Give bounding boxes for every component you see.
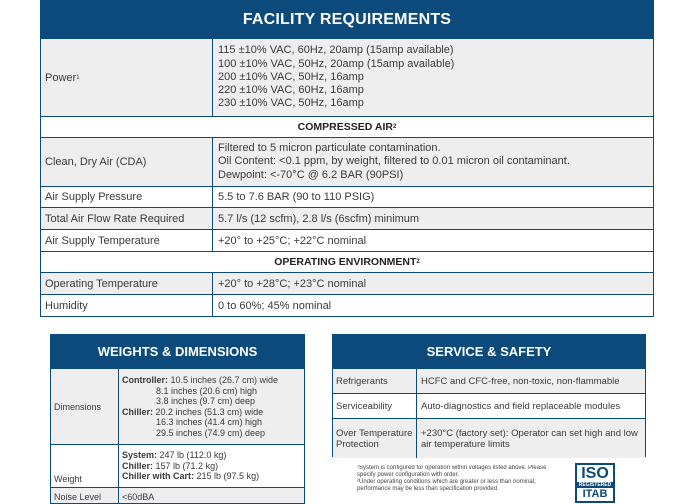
chiller-height: 16.3 inches (41.4 cm) high xyxy=(156,417,263,427)
noise-value: <60dBA xyxy=(122,492,155,502)
overtemp-label: Over Temperature Protection xyxy=(333,419,417,458)
weight-system xyxy=(122,450,304,461)
weight-chiller-label: Chiller: xyxy=(122,460,154,471)
air-pressure-value: 5.5 to 7.6 BAR (90 to 110 PSIG) xyxy=(218,191,375,203)
weight-chiller-value: 157 lb (71.2 kg) xyxy=(155,460,219,471)
chiller-label: Chiller: xyxy=(122,406,154,417)
air-pressure-label: Air Supply Pressure xyxy=(41,187,213,207)
power-row xyxy=(41,38,653,116)
refrigerants-row xyxy=(333,368,645,393)
operating-temp-row xyxy=(41,272,653,294)
chiller-line-1 xyxy=(122,407,304,418)
weight-chiller xyxy=(122,461,304,472)
air-temp-row xyxy=(41,229,653,251)
power-value-1: 115 ±10% VAC, 60Hz, 20amp (15amp available) xyxy=(218,44,454,57)
operating-environment-title-text: OPERATING ENVIRONMENT xyxy=(274,256,417,268)
cda-label: Clean, Dry Air (CDA) xyxy=(41,138,213,186)
weight-label: Weight xyxy=(51,445,119,487)
power-values xyxy=(213,39,653,116)
power-value-4: 220 ±10% VAC, 60Hz, 16amp xyxy=(218,84,364,97)
air-pressure-row xyxy=(41,186,653,207)
footnote-2: ²Under operating conditions which are greater or less than nominal, performance may be less than specification provided. xyxy=(357,479,536,492)
weight-system-label: System: xyxy=(122,450,158,461)
footnote-1: ¹System is configured for operation within voltages listed above. Please specify power configuration with order. xyxy=(357,465,547,478)
serviceability-label: Serviceability xyxy=(333,394,417,418)
service-safety-title: SERVICE & SAFETY xyxy=(333,335,645,368)
air-flow-row xyxy=(41,207,653,229)
service-safety-table xyxy=(332,334,646,457)
dimensions-row xyxy=(51,368,304,444)
serviceability-row xyxy=(333,393,645,418)
weight-cart xyxy=(122,471,304,482)
humidity-value: 0 to 60%; 45% nominal xyxy=(218,299,332,312)
refrigerants-label: Refrigerants xyxy=(333,369,417,393)
noise-label: Noise Level xyxy=(51,488,119,504)
facility-requirements-title: FACILITY REQUIREMENTS xyxy=(41,1,653,38)
chiller-width: 20.2 inches (51.3 cm) wide xyxy=(155,406,264,417)
controller-height: 8.1 inches (20.6 cm) high xyxy=(156,385,258,396)
power-value-2: 100 ±10% VAC, 50Hz, 20amp (15amp available) xyxy=(218,57,455,70)
weights-dimensions-table xyxy=(50,334,305,504)
compressed-air-section-title: COMPRESSED AIR 2 xyxy=(41,116,653,137)
refrigerants-value: HCFC and CFC-free, non-toxic, non-flammable xyxy=(421,375,620,387)
overtemp-row xyxy=(333,418,645,458)
footnotes xyxy=(357,465,557,500)
overtemp-value: +230°C (factory set): Operator can set high and low air temperature limits xyxy=(421,427,638,450)
noise-row xyxy=(51,487,304,504)
cda-values xyxy=(213,138,653,186)
iso-logo-top: ISO xyxy=(581,465,609,482)
air-flow-value: 5.7 l/s (12 scfm), 2.8 l/s (6scfm) minimum xyxy=(218,212,420,225)
controller-depth: 3.8 inches (9.7 cm) deep xyxy=(156,396,256,406)
weights-dimensions-title: WEIGHTS & DIMENSIONS xyxy=(51,335,304,368)
controller-line-1 xyxy=(122,375,304,386)
air-temp-value: +20° to +25°C; +22°C nominal xyxy=(218,234,367,247)
operating-temp-label: Operating Temperature xyxy=(41,273,213,294)
cda-value-1: Filtered to 5 micron particulate contamination. xyxy=(218,142,441,155)
weight-values xyxy=(119,445,304,487)
dimensions-label: Dimensions xyxy=(51,369,119,444)
cda-value-3: Dewpoint: <-70°C @ 6.2 BAR (90PSI) xyxy=(218,168,404,181)
humidity-row xyxy=(41,294,653,316)
cda-row xyxy=(41,137,653,186)
facility-requirements-table xyxy=(40,0,654,317)
compressed-air-title-text: COMPRESSED AIR xyxy=(297,121,393,133)
chiller-depth: 29.5 inches (74.9 cm) deep xyxy=(156,427,266,438)
weight-row xyxy=(51,444,304,487)
operating-environment-section-title: OPERATING ENVIRONMENT 2 xyxy=(41,251,653,272)
cda-value-2: Oil Content: <0.1 ppm, by weight, filtered to 0.01 micron oil contaminant. xyxy=(218,155,570,168)
power-label-text: Power xyxy=(45,71,77,84)
power-value-5: 230 ±10% VAC, 50Hz, 16amp xyxy=(218,97,364,110)
iso-itab-logo xyxy=(575,463,615,503)
humidity-label: Humidity xyxy=(41,295,213,316)
power-value-3: 200 ±10% VAC, 50Hz, 16amp xyxy=(218,70,364,83)
power-label: Power 1 xyxy=(41,39,213,116)
operating-temp-value: +20° to +28°C; +23°C nominal xyxy=(218,277,367,290)
controller-width: 10.5 inches (26.7 cm) wide xyxy=(170,375,279,385)
air-flow-label: Total Air Flow Rate Required xyxy=(41,208,213,229)
weight-system-value: 247 lb (112.0 kg) xyxy=(159,450,227,461)
iso-logo-band: REGISTERED xyxy=(578,482,612,488)
controller-label: Controller: xyxy=(122,375,168,385)
iso-logo-bottom: ITAB xyxy=(582,488,608,500)
serviceability-value: Auto-diagnostics and field replaceable modules xyxy=(421,400,621,412)
weight-cart-value: 215 lb (97.5 kg) xyxy=(196,471,260,482)
weight-cart-label: Chiller with Cart: xyxy=(122,471,195,482)
dimensions-values xyxy=(119,369,304,444)
air-temp-label: Air Supply Temperature xyxy=(41,230,213,251)
